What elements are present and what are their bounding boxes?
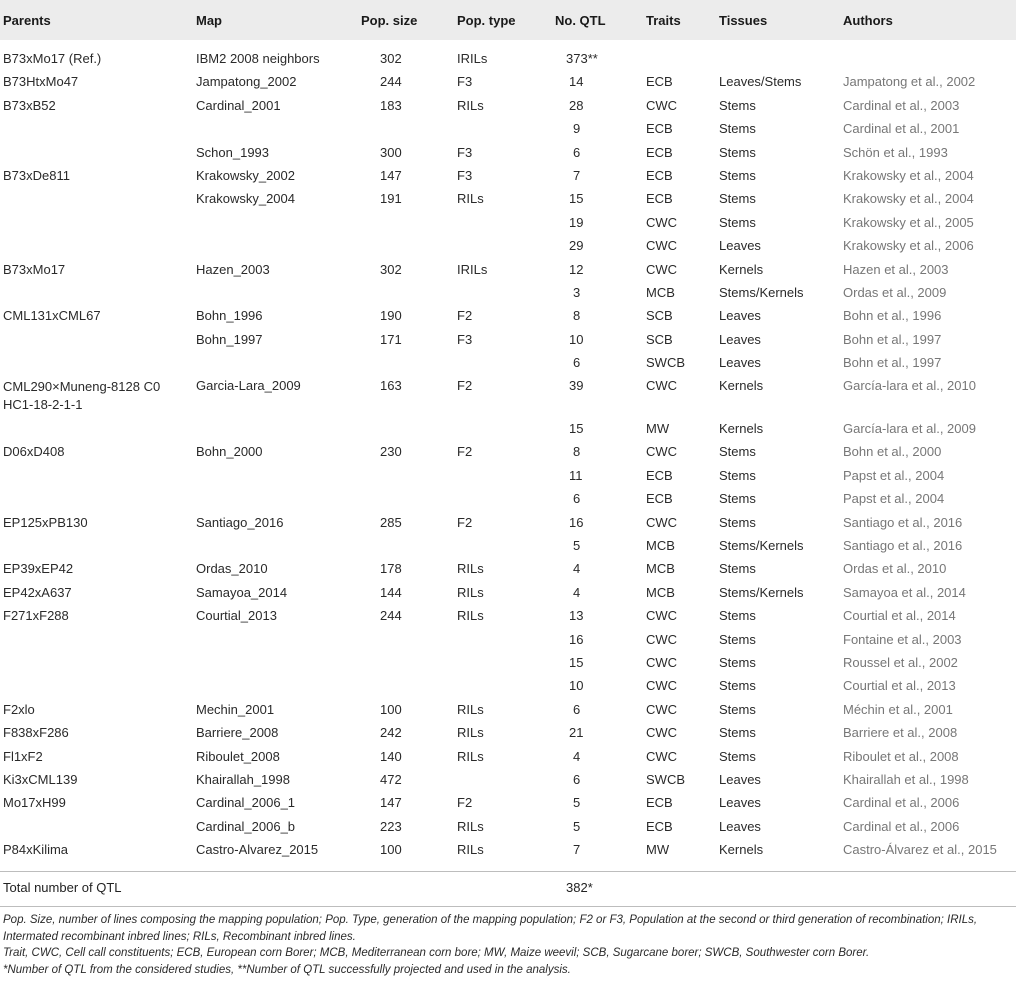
cell-no-qtl: 4 bbox=[573, 584, 581, 600]
cell-tissues: Stems/Kernels bbox=[719, 584, 804, 600]
cell-map: Barriere_2008 bbox=[196, 725, 279, 741]
cell-traits: CWC bbox=[646, 444, 678, 460]
cell-pop-size: 147 bbox=[380, 795, 402, 811]
cell-authors: Bohn et al., 1996 bbox=[843, 308, 942, 324]
cell-authors: Santiago et al., 2016 bbox=[843, 538, 963, 554]
cell-traits: MW bbox=[646, 421, 670, 437]
cell-pop-size: 144 bbox=[380, 584, 402, 600]
cell-no-qtl: 6 bbox=[573, 355, 581, 371]
cell-authors: Bohn et al., 2000 bbox=[843, 444, 942, 460]
cell-map: Bohn_2000 bbox=[196, 444, 263, 460]
cell-no-qtl: 13 bbox=[569, 608, 584, 624]
total-label: Total number of QTL bbox=[3, 880, 122, 896]
cell-parents: EP42xA637 bbox=[3, 584, 72, 600]
cell-tissues: Stems/Kernels bbox=[719, 284, 804, 300]
table-row bbox=[0, 303, 1016, 326]
cell-parents: P84xKilima bbox=[3, 842, 69, 858]
cell-parents: B73xMo17 bbox=[3, 261, 66, 277]
cell-tissues: Stems bbox=[719, 214, 756, 230]
cell-tissues: Stems bbox=[719, 444, 756, 460]
cell-parents: EP39xEP42 bbox=[3, 561, 74, 577]
cell-traits: ECB bbox=[646, 191, 673, 207]
cell-traits: CWC bbox=[646, 725, 678, 741]
table-row bbox=[0, 627, 1016, 650]
cell-authors: Roussel et al., 2002 bbox=[843, 654, 958, 670]
table-row bbox=[0, 186, 1016, 209]
cell-tissues: Stems bbox=[719, 748, 756, 764]
cell-pop-size: 191 bbox=[380, 191, 402, 207]
cell-authors: Bohn et al., 1997 bbox=[843, 331, 942, 347]
cell-traits: MCB bbox=[646, 538, 675, 554]
table-row bbox=[0, 556, 1016, 579]
cell-pop-type: RILs bbox=[457, 608, 484, 624]
cell-traits: SCB bbox=[646, 331, 673, 347]
cell-authors: Cardinal et al., 2003 bbox=[843, 97, 960, 113]
cell-no-qtl: 12 bbox=[569, 261, 584, 277]
cell-tissues: Leaves/Stems bbox=[719, 74, 802, 90]
cell-map: IBM2 2008 neighbors bbox=[196, 51, 320, 66]
cell-authors: Barriere et al., 2008 bbox=[843, 725, 958, 741]
cell-pop-size: 163 bbox=[380, 378, 402, 394]
cell-traits: ECB bbox=[646, 121, 673, 137]
cell-tissues: Leaves bbox=[719, 771, 761, 787]
table-row bbox=[0, 650, 1016, 673]
cell-no-qtl: 10 bbox=[569, 678, 584, 694]
cell-traits: ECB bbox=[646, 795, 673, 811]
cell-map: Castro-Alvarez_2015 bbox=[196, 842, 319, 858]
cell-traits: CWC bbox=[646, 631, 678, 647]
table-row bbox=[0, 744, 1016, 767]
cell-pop-type: RILs bbox=[457, 842, 484, 858]
cell-tissues: Kernels bbox=[719, 421, 764, 437]
cell-pop-size: 472 bbox=[380, 771, 402, 787]
cell-no-qtl: 6 bbox=[573, 701, 581, 717]
table-row bbox=[0, 233, 1016, 256]
table-row bbox=[0, 837, 1016, 860]
table-row bbox=[0, 673, 1016, 696]
cell-tissues: Stems bbox=[719, 514, 756, 530]
cell-pop-size: 223 bbox=[380, 818, 402, 834]
cell-pop-type: RILs bbox=[457, 97, 484, 113]
cell-tissues: Stems bbox=[719, 97, 756, 113]
table-row bbox=[0, 373, 1016, 416]
cell-no-qtl: 6 bbox=[573, 144, 581, 160]
table-row bbox=[0, 510, 1016, 533]
cell-tissues: Stems bbox=[719, 701, 756, 717]
cell-pop-type: F2 bbox=[457, 308, 473, 324]
cell-authors: Courtial et al., 2014 bbox=[843, 608, 956, 624]
cell-pop-size: 244 bbox=[380, 608, 402, 624]
cell-no-qtl: 6 bbox=[573, 491, 581, 507]
cell-parents: F271xF288 bbox=[3, 608, 69, 624]
cell-no-qtl: 373** bbox=[566, 51, 598, 66]
cell-parents: B73xDe811 bbox=[3, 167, 70, 183]
cell-tissues: Stems bbox=[719, 678, 756, 694]
cell-tissues: Stems bbox=[719, 167, 756, 183]
cell-traits: SCB bbox=[646, 308, 673, 324]
table-row bbox=[0, 210, 1016, 233]
cell-traits: CWC bbox=[646, 608, 678, 624]
cell-map: Cardinal_2006_b bbox=[196, 818, 296, 834]
total-bottom-rule bbox=[0, 906, 1016, 907]
cell-parents: B73xMo17 (Ref.) bbox=[3, 51, 102, 66]
table-row bbox=[0, 46, 1016, 69]
cell-tissues: Kernels bbox=[719, 378, 764, 394]
cell-traits: CWC bbox=[646, 678, 678, 694]
cell-traits: CWC bbox=[646, 214, 678, 230]
cell-pop-size: 285 bbox=[380, 514, 402, 530]
cell-tissues: Stems bbox=[719, 725, 756, 741]
cell-no-qtl: 15 bbox=[569, 191, 584, 207]
cell-traits: MCB bbox=[646, 584, 675, 600]
table-row bbox=[0, 603, 1016, 626]
cell-no-qtl: 15 bbox=[569, 421, 584, 437]
cell-no-qtl: 15 bbox=[569, 654, 584, 670]
cell-pop-size: 302 bbox=[380, 261, 402, 277]
table-footnotes bbox=[3, 912, 1008, 978]
cell-parents: B73xB52 bbox=[3, 97, 56, 113]
table-row bbox=[0, 163, 1016, 186]
cell-authors: Krakowsky et al., 2005 bbox=[843, 214, 974, 230]
cell-no-qtl: 21 bbox=[569, 725, 584, 741]
cell-traits: CWC bbox=[646, 654, 678, 670]
cell-parents: CML131xCML67 bbox=[3, 308, 101, 324]
header-traits: Traits bbox=[646, 13, 681, 28]
cell-pop-type: RILs bbox=[457, 191, 484, 207]
cell-authors: Cardinal et al., 2006 bbox=[843, 818, 960, 834]
cell-pop-size: 183 bbox=[380, 97, 402, 113]
cell-traits: CWC bbox=[646, 378, 678, 394]
cell-traits: ECB bbox=[646, 818, 673, 834]
cell-pop-type: F2 bbox=[457, 378, 473, 394]
cell-authors: Krakowsky et al., 2006 bbox=[843, 238, 974, 254]
cell-tissues: Leaves bbox=[719, 795, 761, 811]
cell-authors: Riboulet et al., 2008 bbox=[843, 748, 959, 764]
cell-pop-type: F3 bbox=[457, 331, 473, 347]
cell-authors: Cardinal et al., 2001 bbox=[843, 121, 960, 137]
cell-pop-type: RILs bbox=[457, 725, 484, 741]
cell-no-qtl: 4 bbox=[573, 561, 581, 577]
cell-pop-type: F3 bbox=[457, 74, 473, 90]
cell-tissues: Leaves bbox=[719, 331, 761, 347]
cell-tissues: Leaves bbox=[719, 238, 761, 254]
cell-pop-type: F2 bbox=[457, 444, 473, 460]
cell-authors: García-lara et al., 2009 bbox=[843, 421, 976, 437]
cell-traits: MCB bbox=[646, 561, 675, 577]
table-row bbox=[0, 580, 1016, 603]
cell-pop-size: 300 bbox=[380, 144, 402, 160]
cell-no-qtl: 28 bbox=[569, 97, 584, 113]
cell-traits: ECB bbox=[646, 167, 673, 183]
cell-traits: SWCB bbox=[646, 355, 685, 371]
table-row bbox=[0, 463, 1016, 486]
cell-tissues: Stems bbox=[719, 608, 756, 624]
cell-parents: Fl1xF2 bbox=[3, 748, 43, 764]
cell-authors: Fontaine et al., 2003 bbox=[843, 631, 962, 647]
table-row bbox=[0, 533, 1016, 556]
table-row bbox=[0, 280, 1016, 303]
table-row bbox=[0, 116, 1016, 139]
header-pop-size: Pop. size bbox=[361, 13, 418, 28]
cell-authors: Castro-Álvarez et al., 2015 bbox=[843, 842, 997, 858]
cell-traits: MCB bbox=[646, 284, 675, 300]
cell-no-qtl: 3 bbox=[573, 284, 581, 300]
table-row bbox=[0, 720, 1016, 743]
cell-traits: CWC bbox=[646, 238, 678, 254]
table-header-row bbox=[0, 0, 1016, 40]
cell-map: Krakowsky_2004 bbox=[196, 191, 295, 207]
cell-authors: Papst et al., 2004 bbox=[843, 491, 945, 507]
table-row bbox=[0, 439, 1016, 462]
cell-pop-size: 100 bbox=[380, 842, 402, 858]
cell-no-qtl: 16 bbox=[569, 631, 584, 647]
cell-traits: CWC bbox=[646, 514, 678, 530]
table-row bbox=[0, 767, 1016, 790]
cell-no-qtl: 5 bbox=[573, 818, 581, 834]
cell-no-qtl: 8 bbox=[573, 444, 581, 460]
cell-no-qtl: 6 bbox=[573, 771, 581, 787]
cell-authors: Papst et al., 2004 bbox=[843, 467, 945, 483]
cell-parents: B73HtxMo47 bbox=[3, 74, 79, 90]
cell-no-qtl: 29 bbox=[569, 238, 584, 254]
cell-map: Courtial_2013 bbox=[196, 608, 277, 624]
cell-pop-type: F2 bbox=[457, 795, 473, 811]
cell-no-qtl: 11 bbox=[569, 467, 583, 483]
cell-traits: ECB bbox=[646, 144, 673, 160]
cell-authors: Ordas et al., 2009 bbox=[843, 284, 947, 300]
cell-map: Samayoa_2014 bbox=[196, 584, 288, 600]
cell-pop-type: IRILs bbox=[457, 261, 488, 277]
cell-authors: Samayoa et al., 2014 bbox=[843, 584, 966, 600]
cell-map: Khairallah_1998 bbox=[196, 771, 290, 787]
cell-tissues: Stems/Kernels bbox=[719, 538, 804, 554]
cell-traits: ECB bbox=[646, 74, 673, 90]
cell-parents: CML290×Muneng-8128 C0 HC1-18-2-1-1 bbox=[3, 379, 161, 413]
cell-authors: Krakowsky et al., 2004 bbox=[843, 191, 974, 207]
cell-traits: CWC bbox=[646, 748, 678, 764]
cell-map: Hazen_2003 bbox=[196, 261, 270, 277]
table-row bbox=[0, 257, 1016, 280]
cell-traits: CWC bbox=[646, 261, 678, 277]
cell-map: Schon_1993 bbox=[196, 144, 270, 160]
cell-pop-type: RILs bbox=[457, 561, 484, 577]
cell-parents: D06xD408 bbox=[3, 444, 65, 460]
cell-pop-size: 302 bbox=[380, 51, 402, 66]
cell-authors: Schön et al., 1993 bbox=[843, 144, 948, 160]
cell-pop-type: RILs bbox=[457, 584, 484, 600]
cell-authors: Krakowsky et al., 2004 bbox=[843, 167, 974, 183]
table-row bbox=[0, 697, 1016, 720]
cell-tissues: Stems bbox=[719, 561, 756, 577]
total-row bbox=[0, 872, 1016, 906]
cell-pop-size: 244 bbox=[380, 74, 402, 90]
table-row bbox=[0, 327, 1016, 350]
cell-tissues: Stems bbox=[719, 191, 756, 207]
cell-no-qtl: 8 bbox=[573, 308, 581, 324]
cell-pop-size: 230 bbox=[380, 444, 402, 460]
total-value: 382* bbox=[566, 880, 593, 896]
header-pop-type: Pop. type bbox=[457, 13, 516, 28]
table-row bbox=[0, 93, 1016, 116]
cell-authors: Méchin et al., 2001 bbox=[843, 701, 953, 717]
cell-pop-size: 147 bbox=[380, 167, 402, 183]
header-tissues: Tissues bbox=[719, 13, 768, 28]
cell-authors: Hazen et al., 2003 bbox=[843, 261, 949, 277]
table-row bbox=[0, 350, 1016, 373]
cell-parents: Mo17xH99 bbox=[3, 795, 66, 811]
cell-pop-size: 100 bbox=[380, 701, 402, 717]
cell-tissues: Stems bbox=[719, 467, 756, 483]
cell-map: Riboulet_2008 bbox=[196, 748, 280, 764]
cell-tissues: Stems bbox=[719, 631, 756, 647]
cell-authors: García-lara et al., 2010 bbox=[843, 378, 976, 394]
cell-map: Krakowsky_2002 bbox=[196, 167, 295, 183]
cell-map: Ordas_2010 bbox=[196, 561, 268, 577]
table-row bbox=[0, 790, 1016, 813]
cell-pop-type: RILs bbox=[457, 748, 484, 764]
table-row bbox=[0, 814, 1016, 837]
cell-authors: Santiago et al., 2016 bbox=[843, 514, 963, 530]
footnote-population: Pop. Size, number of lines composing the mapping population; Pop. Type, generation of the mapping population; F2 or F3, Population at the second or third generation of recombination; IRILs, Intermated recombinant inbred lines; RILs, Recombinant inbred lines. bbox=[3, 914, 978, 943]
header-parents: Parents bbox=[3, 13, 51, 28]
header-no-qtl: No. QTL bbox=[555, 13, 606, 28]
cell-pop-type: F2 bbox=[457, 514, 473, 530]
table-row bbox=[0, 416, 1016, 439]
footnote-asterisks: *Number of QTL from the considered studies, **Number of QTL successfully projected and used in the analysis. bbox=[3, 963, 571, 976]
cell-traits: CWC bbox=[646, 701, 678, 717]
cell-tissues: Stems bbox=[719, 491, 756, 507]
cell-no-qtl: 19 bbox=[569, 214, 584, 230]
cell-pop-size: 190 bbox=[380, 308, 402, 324]
cell-map: Bohn_1997 bbox=[196, 331, 263, 347]
header-authors: Authors bbox=[843, 13, 893, 28]
cell-pop-type: RILs bbox=[457, 701, 484, 717]
cell-map: Cardinal_2006_1 bbox=[196, 795, 296, 811]
cell-authors: Ordas et al., 2010 bbox=[843, 561, 947, 577]
cell-tissues: Stems bbox=[719, 144, 756, 160]
cell-no-qtl: 5 bbox=[573, 538, 581, 554]
cell-traits: MW bbox=[646, 842, 670, 858]
table-row bbox=[0, 140, 1016, 163]
cell-parents: EP125xPB130 bbox=[3, 514, 88, 530]
cell-traits: CWC bbox=[646, 97, 678, 113]
cell-authors: Jampatong et al., 2002 bbox=[843, 74, 976, 90]
cell-no-qtl: 9 bbox=[573, 121, 581, 137]
cell-parents: F838xF286 bbox=[3, 725, 69, 741]
cell-traits: ECB bbox=[646, 491, 673, 507]
cell-no-qtl: 16 bbox=[569, 514, 584, 530]
cell-pop-size: 140 bbox=[380, 748, 402, 764]
cell-pop-size: 178 bbox=[380, 561, 402, 577]
cell-map: Bohn_1996 bbox=[196, 308, 263, 324]
cell-authors: Bohn et al., 1997 bbox=[843, 355, 942, 371]
cell-tissues: Leaves bbox=[719, 818, 761, 834]
cell-traits: SWCB bbox=[646, 771, 685, 787]
cell-map: Cardinal_2001 bbox=[196, 97, 281, 113]
cell-pop-size: 242 bbox=[380, 725, 402, 741]
table-body bbox=[0, 46, 1016, 860]
cell-map: Mechin_2001 bbox=[196, 701, 275, 717]
cell-traits: ECB bbox=[646, 467, 673, 483]
cell-no-qtl: 7 bbox=[573, 167, 581, 183]
cell-pop-type: F3 bbox=[457, 167, 473, 183]
header-map: Map bbox=[196, 13, 222, 28]
cell-tissues: Leaves bbox=[719, 355, 761, 371]
cell-authors: Courtial et al., 2013 bbox=[843, 678, 956, 694]
footnote-traits: Trait, CWC, Cell call constituents; ECB, European corn Borer; MCB, Mediterranean corn bore; MW, Maize weevil; SCB, Sugarcane borer; SWCB, Southwester corn Borer. bbox=[3, 947, 870, 959]
cell-no-qtl: 14 bbox=[569, 74, 584, 90]
cell-map: Garcia-Lara_2009 bbox=[196, 378, 301, 394]
cell-no-qtl: 10 bbox=[569, 331, 584, 347]
cell-authors: Cardinal et al., 2006 bbox=[843, 795, 960, 811]
cell-tissues: Leaves bbox=[719, 308, 761, 324]
cell-tissues: Stems bbox=[719, 654, 756, 670]
cell-authors: Khairallah et al., 1998 bbox=[843, 771, 969, 787]
cell-no-qtl: 39 bbox=[569, 378, 584, 394]
cell-tissues: Kernels bbox=[719, 261, 764, 277]
cell-map: Santiago_2016 bbox=[196, 514, 284, 530]
cell-parents: Ki3xCML139 bbox=[3, 771, 78, 787]
cell-no-qtl: 7 bbox=[573, 842, 581, 858]
cell-no-qtl: 4 bbox=[573, 748, 581, 764]
cell-parents: F2xlo bbox=[3, 701, 35, 717]
cell-pop-type: IRILs bbox=[457, 51, 488, 66]
cell-map: Jampatong_2002 bbox=[196, 74, 297, 90]
cell-tissues: Stems bbox=[719, 121, 756, 137]
cell-pop-type: F3 bbox=[457, 144, 473, 160]
cell-pop-size: 171 bbox=[380, 331, 402, 347]
table-row bbox=[0, 486, 1016, 509]
table-row bbox=[0, 69, 1016, 92]
cell-no-qtl: 5 bbox=[573, 795, 581, 811]
cell-pop-type: RILs bbox=[457, 818, 484, 834]
cell-tissues: Kernels bbox=[719, 842, 764, 858]
